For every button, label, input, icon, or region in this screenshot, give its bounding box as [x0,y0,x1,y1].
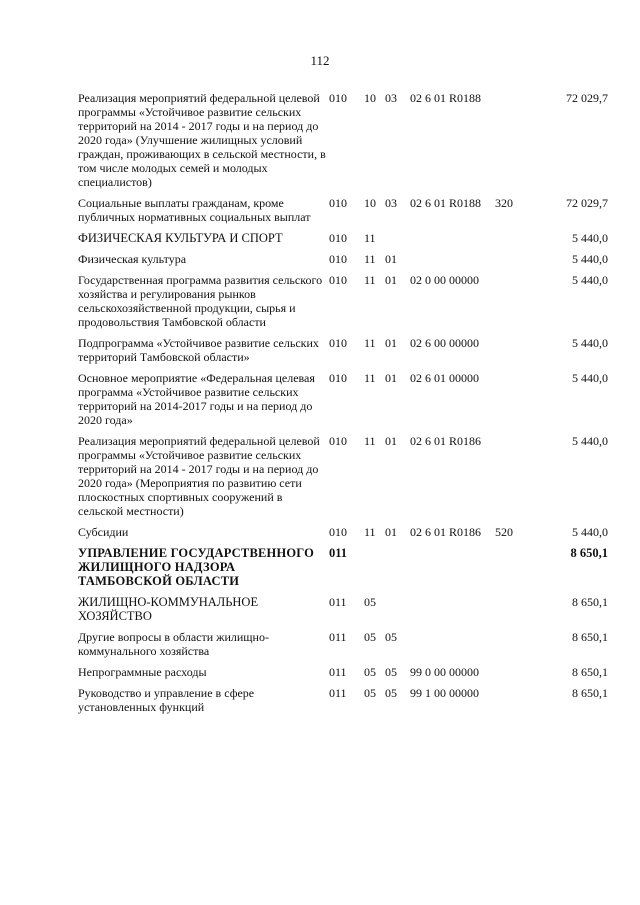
row-sum: 5 440,0 [572,336,608,350]
row-vr: 320 [495,196,513,210]
row-rz: 11 [364,371,376,385]
row-rz: 05 [364,630,376,644]
row-sum: 8 650,1 [572,686,608,700]
row-pr: 01 [385,434,397,448]
row-csr: 02 6 01 R0188 [410,196,482,210]
row-csr: 02 6 01 R0186 [410,434,482,448]
row-ved: 010 [329,371,347,385]
row-pr: 01 [385,525,397,539]
table-row [78,196,608,224]
row-ved: 010 [329,231,347,245]
row-rz: 11 [364,273,376,287]
row-csr: 99 0 00 00000 [410,665,479,679]
row-sum: 5 440,0 [572,273,608,287]
table-row [78,630,608,658]
table-row [78,371,608,427]
row-rz: 05 [364,665,376,679]
row-sum: 5 440,0 [572,252,608,266]
row-sum: 72 029,7 [566,91,608,105]
page-number: 112 [310,53,330,68]
row-ved: 011 [329,665,347,679]
row-sum: 5 440,0 [572,434,608,448]
row-sum: 8 650,1 [572,630,608,644]
row-name: Непрограммные расходы [78,665,207,679]
table-row [78,336,608,364]
row-rz: 10 [364,91,376,105]
row-ved: 010 [329,91,347,105]
table-row [78,595,608,623]
table-row [78,273,608,329]
row-ved: 010 [329,525,347,539]
row-csr: 99 1 00 00000 [410,686,479,700]
row-name: Реализация мероприятий федеральной целевой программы «Устойчивое развитие сельских территорий на 2014 - 2017 годы и на период до 2020 года» (Улучшение жилищных условий граждан, проживающих в сельской местности, в том числе молодых семей и молодых специалистов) [78,91,326,189]
row-ved: 010 [329,252,347,266]
row-pr: 01 [385,336,397,350]
row-csr: 02 0 00 00000 [410,273,479,287]
row-name: Субсидии [78,525,129,539]
row-vr: 520 [495,525,513,539]
row-name: Физическая культура [78,252,187,266]
row-sum: 8 650,1 [572,665,608,679]
row-name: Подпрограмма «Устойчивое развитие сельских территорий Тамбовской области» [78,336,319,364]
row-rz: 05 [364,595,376,609]
row-ved: 010 [329,196,347,210]
table-row [78,434,608,518]
table-row-department [78,546,608,588]
row-pr: 05 [385,630,397,644]
row-pr: 01 [385,273,397,287]
row-pr: 03 [385,91,397,105]
row-sum: 5 440,0 [572,231,608,245]
row-name: ЖИЛИЩНО-КОММУНАЛЬНОЕ ХОЗЯЙСТВО [78,595,259,623]
row-name: ФИЗИЧЕСКАЯ КУЛЬТУРА И СПОРТ [78,231,283,245]
row-sum: 8 650,1 [570,546,608,560]
row-ved: 010 [329,336,347,350]
row-ved: 010 [329,273,347,287]
row-ved: 011 [329,686,347,700]
row-pr: 01 [385,371,397,385]
row-sum: 8 650,1 [572,595,608,609]
row-name: Руководство и управление в сфере установленных функций [78,686,255,714]
row-name: Основное мероприятие «Федеральная целевая программа «Устойчивое развитие сельских территорий на 2014-2017 годы и на период до 2020 года» [78,371,315,427]
row-ved: 011 [329,546,348,560]
row-pr: 01 [385,252,397,266]
table-row [78,525,608,539]
row-pr: 05 [385,686,397,700]
row-rz: 11 [364,434,376,448]
row-rz: 11 [364,525,376,539]
budget-table [78,91,608,721]
row-sum: 5 440,0 [572,371,608,385]
row-name: Государственная программа развития сельского хозяйства и регулирования рынков сельскохозяйственной продукции, сырья и продовольствия Тамбовской области [78,273,323,329]
table-row [78,231,608,245]
row-rz: 05 [364,686,376,700]
row-csr: 02 6 01 00000 [410,371,479,385]
table-row [78,686,608,714]
row-sum: 72 029,7 [566,196,608,210]
row-name: УПРАВЛЕНИЕ ГОСУДАРСТВЕННОГО ЖИЛИЩНОГО НАДЗОРА ТАМБОВСКОЙ ОБЛАСТИ [78,546,315,588]
row-rz: 10 [364,196,376,210]
row-name: Реализация мероприятий федеральной целевой программы «Устойчивое развитие сельских территорий на 2014 - 2017 годы и на период до 2020 года» (Мероприятия по развитию сети плоскостных спортивных сооружений в сельской местности) [78,434,320,518]
row-ved: 011 [329,595,347,609]
table-row [78,665,608,679]
table-row [78,252,608,266]
row-csr: 02 6 00 00000 [410,336,479,350]
row-ved: 010 [329,434,347,448]
row-csr: 02 6 01 R0186 [410,525,482,539]
row-pr: 05 [385,665,397,679]
table-row [78,91,608,189]
row-name: Социальные выплаты гражданам, кроме публичных нормативных социальных выплат [78,196,311,224]
row-csr: 02 6 01 R0188 [410,91,482,105]
row-rz: 11 [364,231,376,245]
row-sum: 5 440,0 [572,525,608,539]
row-rz: 11 [364,252,376,266]
row-ved: 011 [329,630,347,644]
row-pr: 03 [385,196,397,210]
row-name: Другие вопросы в области жилищно-коммунального хозяйства [78,630,269,658]
row-rz: 11 [364,336,376,350]
